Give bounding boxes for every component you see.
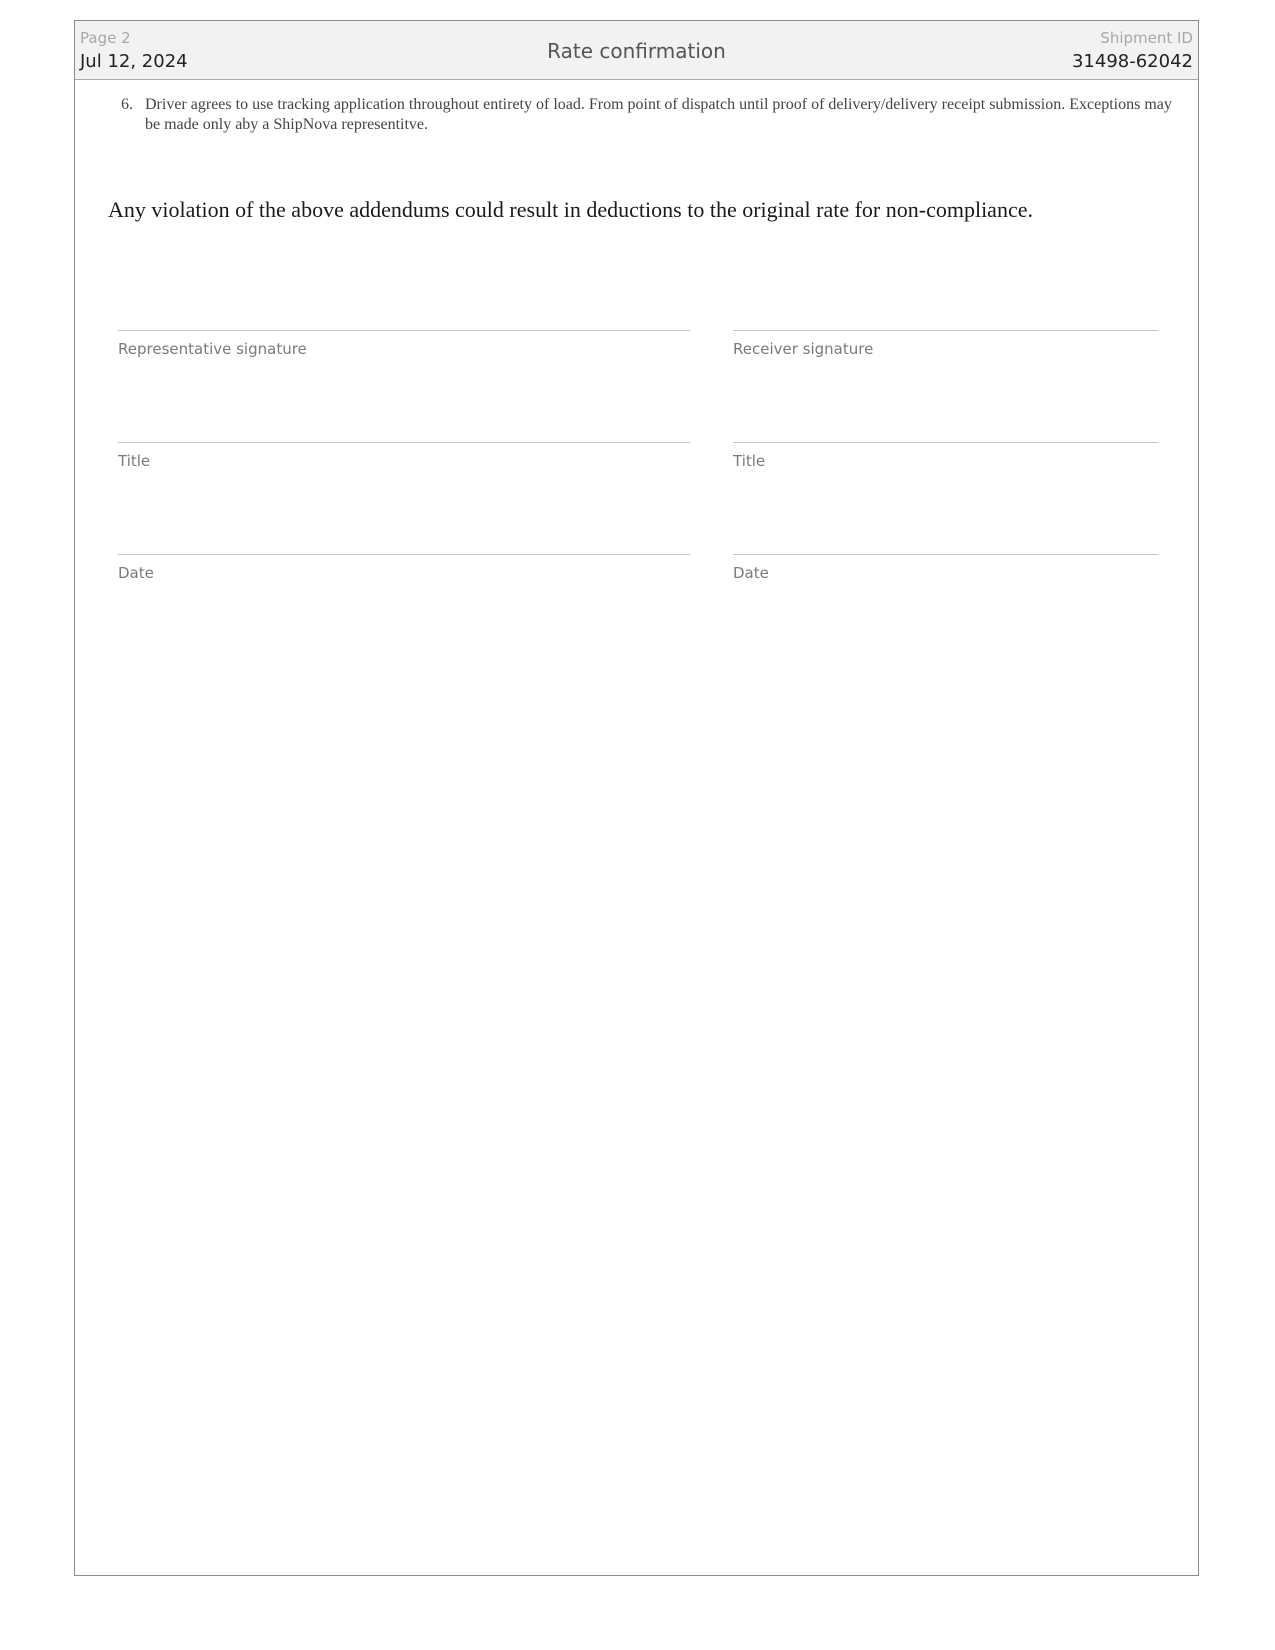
receiver-date-line[interactable] [733,554,1158,555]
document-date: Jul 12, 2024 [80,51,188,72]
receiver-title-label: Title [733,452,766,470]
receiver-date-label: Date [733,564,769,582]
document-page [74,20,1199,1576]
representative-date-label: Date [118,564,154,582]
page-header [75,21,1198,80]
addendum-number: 6. [121,96,133,113]
representative-title-label: Title [118,452,151,470]
representative-title-line[interactable] [118,442,690,443]
representative-signature-label: Representative signature [118,340,307,358]
receiver-title-line[interactable] [733,442,1158,443]
representative-date-line[interactable] [118,554,690,555]
receiver-signature-line[interactable] [733,330,1158,331]
page-number-label: Page 2 [80,29,131,47]
shipment-id-value: 31498-62042 [1071,51,1193,72]
document-title: Rate confirmation [547,39,726,63]
addendum-text: Driver agrees to use tracking application throughout entirety of load. From point of dispatch until proof of delivery/delivery receipt submission. Exceptions may be made only aby a ShipNova representitve. [145,96,1172,133]
receiver-signature-label: Receiver signature [733,340,874,358]
representative-signature-line[interactable] [118,330,690,331]
violation-notice: Any violation of the above addendums could result in deductions to the original rate for non-compliance. [108,197,1033,222]
shipment-id-label: Shipment ID [1100,29,1193,47]
